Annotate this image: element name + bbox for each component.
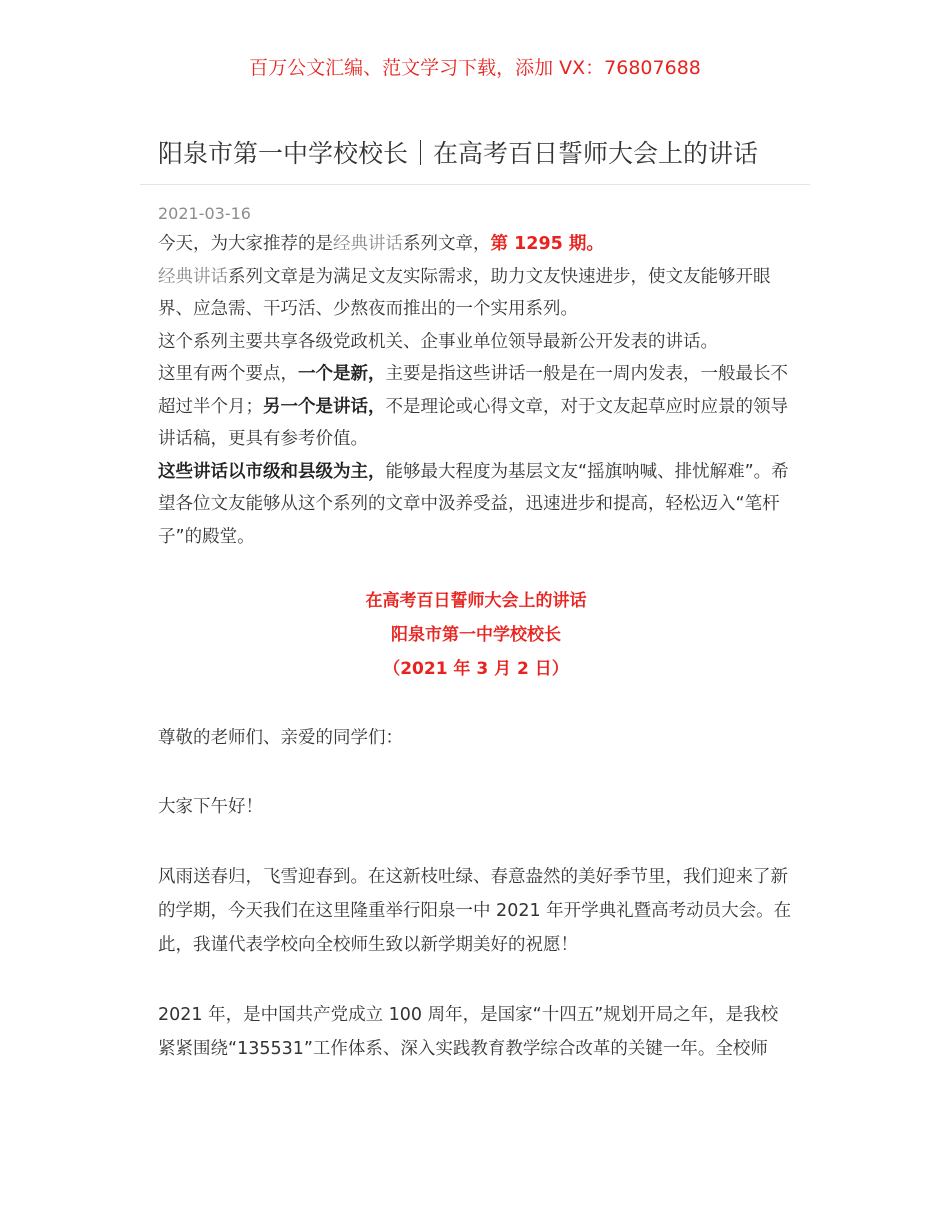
speech-header <box>158 584 794 686</box>
intro-section <box>158 228 794 553</box>
intro-text: 系列文章， <box>403 234 491 254</box>
intro-paragraph <box>158 228 794 261</box>
issue-number: 第 1295 期。 <box>490 234 604 254</box>
promo-banner: 百万公文汇编、范文学习下载，添加 VX：76807688 <box>249 57 701 79</box>
intro-paragraph: 这个系列主要共享各级党政机关、企事业单位领导最新公开发表的讲话。 <box>158 331 718 352</box>
speech-speaker: 阳泉市第一中学校校长 <box>391 625 561 645</box>
intro-text: 能够最大程度为基层文友“摇旗呐喊、排忧解难”。希望各位文友能够从这个系列的文章中汲养受益，迅速进步和提高，轻松迈入“笔杆子”的殿堂。 <box>158 461 789 547</box>
publish-date: 2021-03-16 <box>158 204 251 223</box>
salutation <box>158 721 794 755</box>
speech-date: （2021 年 3 月 2 日） <box>383 659 569 679</box>
intro-text: 今天，为大家推荐的是 <box>158 234 333 254</box>
greeting-text: 大家下午好！ <box>158 797 263 817</box>
paragraph-text: 2021 年，是中国共产党成立 100 周年，是国家“十四五”规划开局之年，是我校紧紧围绕“135531”工作体系、深入实践教育教学综合改革的关键一年。全校师 <box>158 1005 779 1059</box>
intro-text: 系列文章是为满足文友实际需求，助力文友快速进步，使文友能够开眼界、应急需、干巧活、少熬夜而推出的一个实用系列。 <box>158 266 771 319</box>
intro-paragraph <box>158 358 794 456</box>
intro-text: 主要是指这些讲话一般是在一周内发表，一般最长不超过半个月； <box>158 364 788 417</box>
speech-paragraph-2 <box>158 998 794 1066</box>
intro-paragraph <box>158 261 794 326</box>
key-point: 一个是新， <box>298 364 386 384</box>
greeting <box>158 790 794 824</box>
intro-text: 这里有两个要点， <box>158 364 298 384</box>
speech-heading: 在高考百日誓师大会上的讲话 <box>365 591 587 611</box>
intro-paragraph <box>158 456 794 554</box>
paragraph-text: 风雨送春归，飞雪迎春到。在这新枝吐绿、春意盎然的美好季节里，我们迎来了新的学期，今天我们在这里隆重举行阳泉一中 2021 年开学典礼暨高考动员大会。在此，我谨代表学校向全校师生致以新学期美好的祝愿！ <box>158 867 792 955</box>
key-point: 这些讲话以市级和县级为主， <box>158 461 386 482</box>
salutation-text: 尊敬的老师们、亲爱的同学们： <box>158 728 403 748</box>
series-name: 经典讲话 <box>333 234 403 254</box>
speech-paragraph-1 <box>158 860 794 962</box>
intro-text: 不是理论或心得文章，对于文友起草应时应景的领导讲话稿，更具有参考价值。 <box>158 396 788 449</box>
series-name: 经典讲话 <box>158 266 228 287</box>
title-divider <box>140 184 810 185</box>
article-title: 阳泉市第一中学校校长｜在高考百日誓师大会上的讲话 <box>158 139 759 168</box>
key-point: 另一个是讲话， <box>263 396 386 417</box>
